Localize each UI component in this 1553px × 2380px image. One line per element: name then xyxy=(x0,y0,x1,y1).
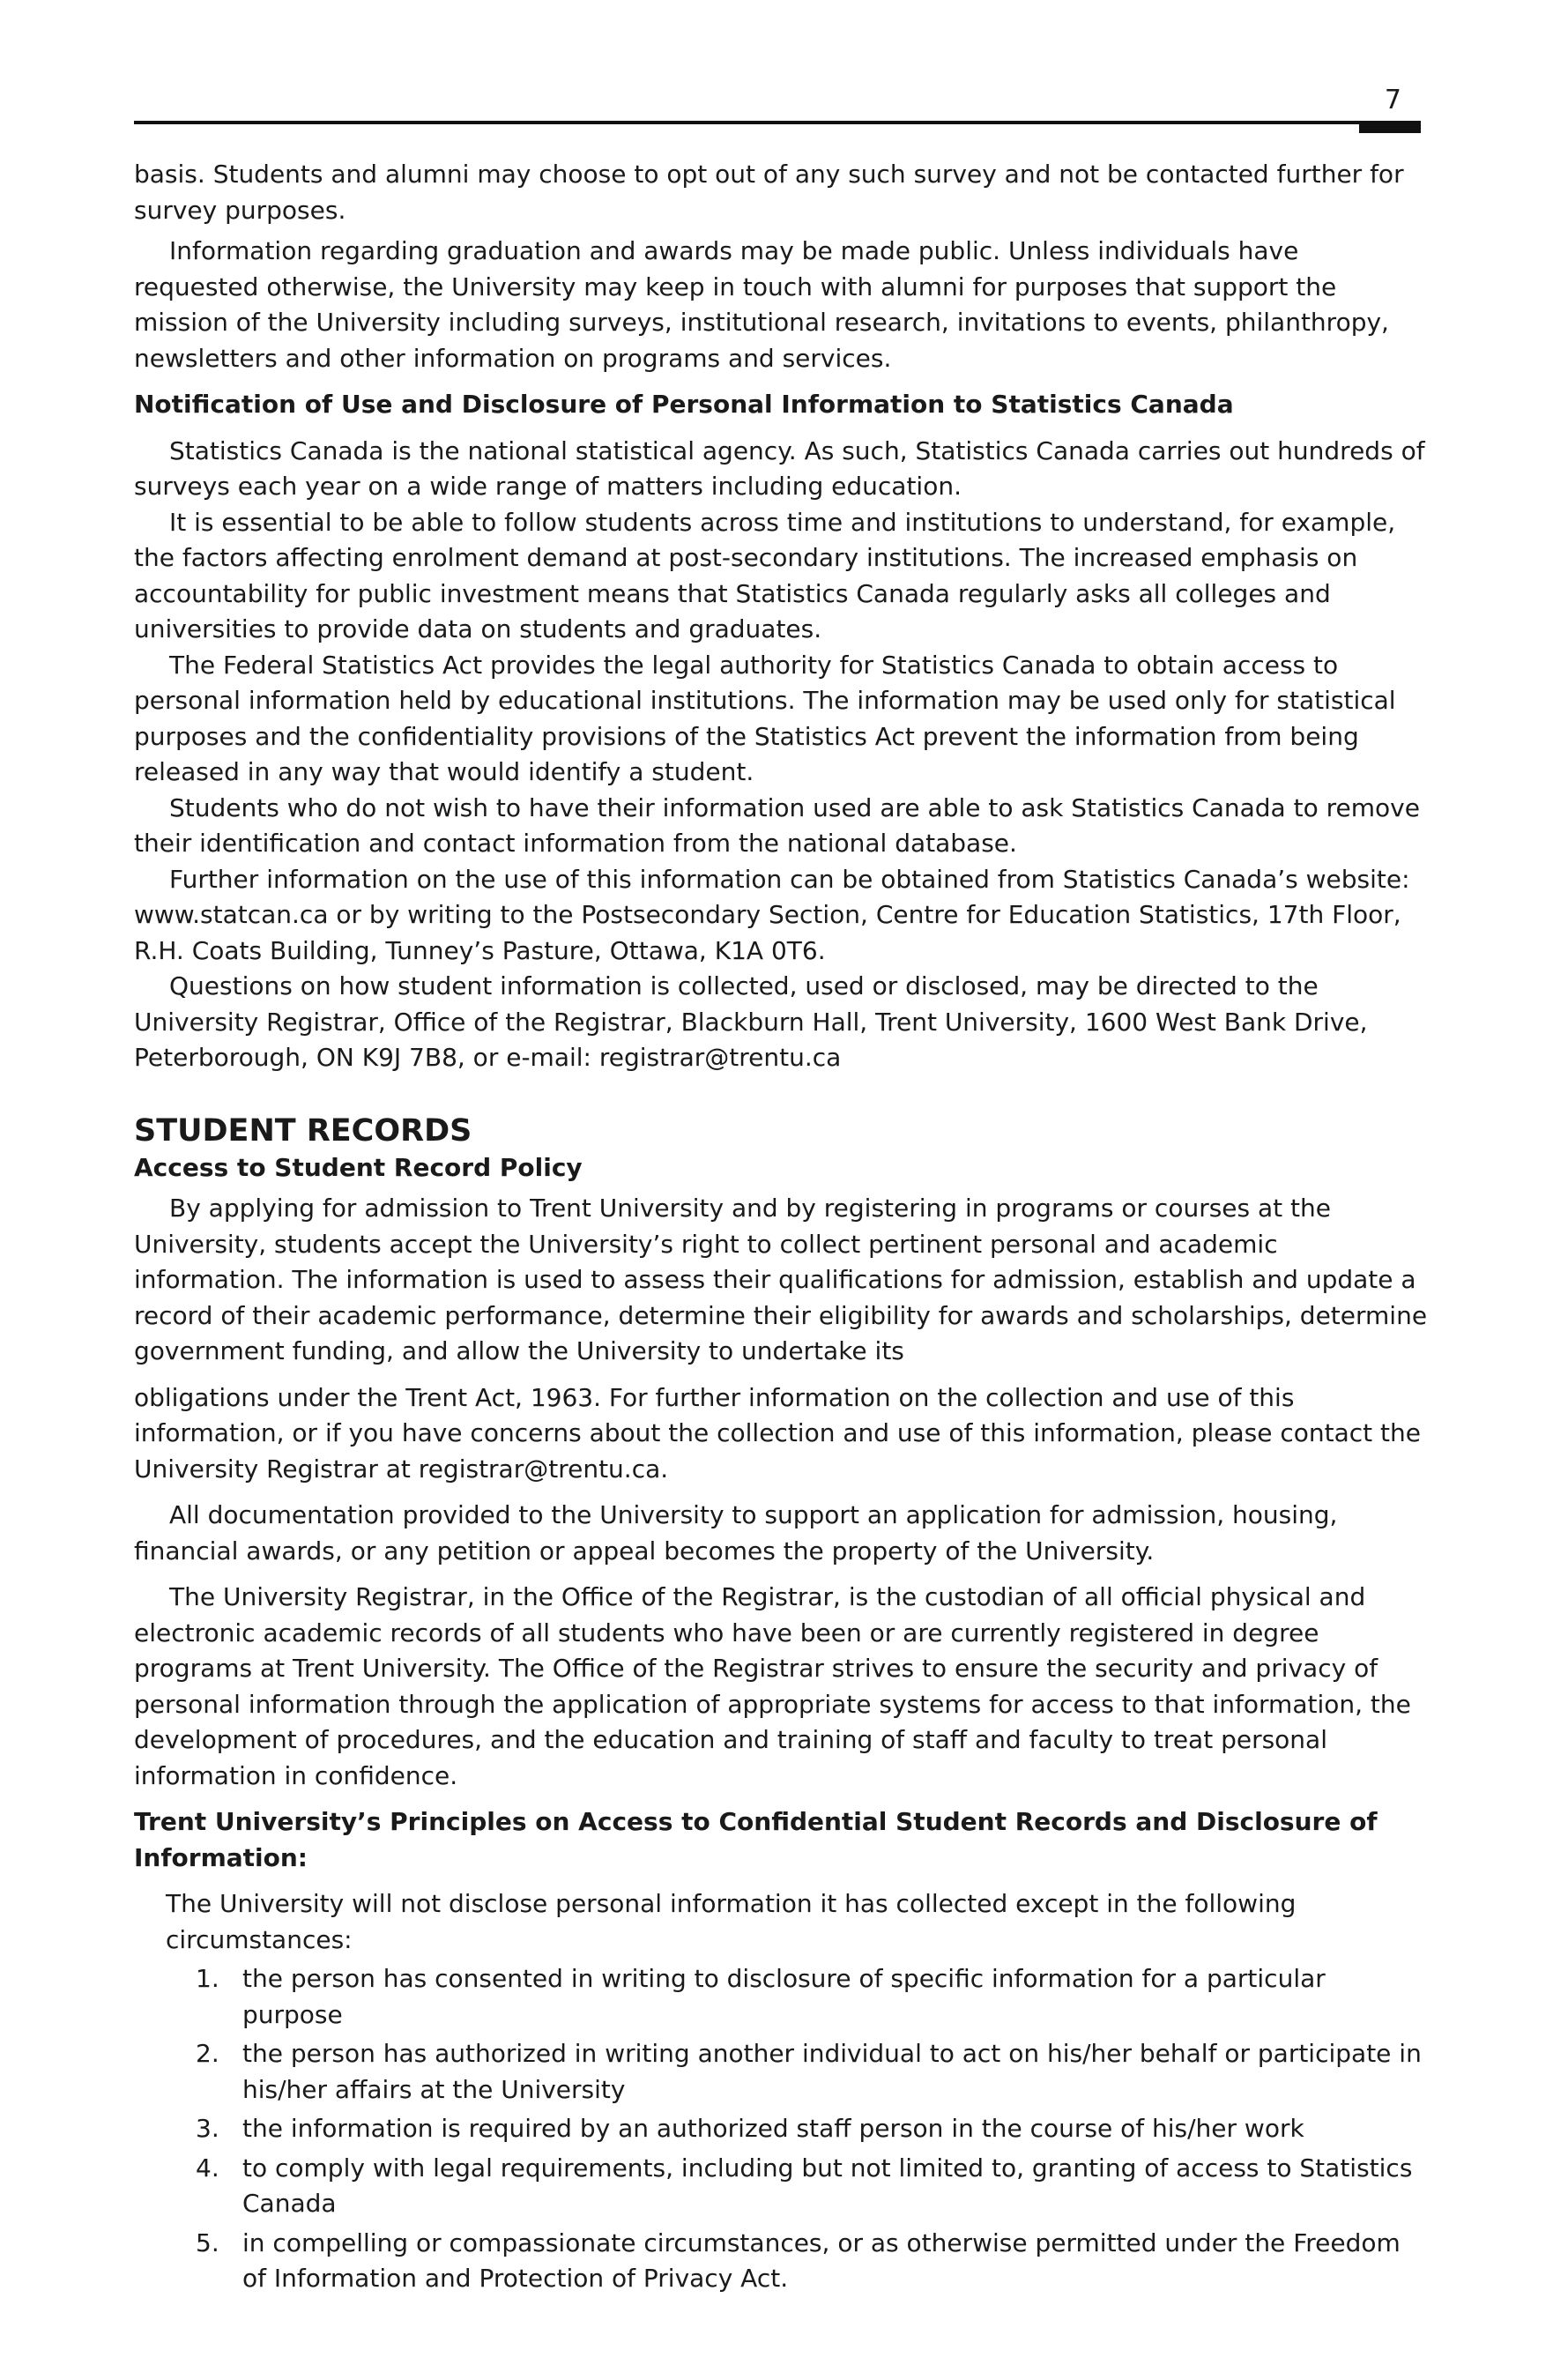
principles-intro xyxy=(134,1886,1430,1958)
list-item xyxy=(134,2226,1430,2297)
statcan-paragraph: Further information on the use of this information can be obtained from Statistics Canada’s website: www.statcan.ca or by writing to the Postsecondary Section, Centre for Education Statistics, 17th Floor, R.H. Coats Building, Tunney’s Pasture, Ottawa, K1A 0T6. xyxy=(134,864,1410,965)
list-item-number: 3. xyxy=(196,2114,219,2143)
list-item-text: the person has consented in writing to disclosure of specific information for a particular purpose xyxy=(242,1964,1326,2029)
page-number: 7 xyxy=(1384,85,1401,115)
list-item-number: 4. xyxy=(196,2153,219,2183)
list-item xyxy=(134,2151,1430,2222)
list-item-text: in compelling or compassionate circumstances, or as otherwise permitted under the Freedom of Information and Protection of Privacy Act. xyxy=(242,2228,1401,2293)
paragraph-applying: By applying for admission to Trent University and by registering in programs or courses at the University, students accept the University’s right to collect pertinent personal and academic information. The information is used to assess their qualifications for admission, establish and update a record of their academic performance, determine their eligibility for awards and scholarships, determine government funding, and allow the University to undertake its xyxy=(134,1194,1428,1365)
list-item-number: 5. xyxy=(196,2228,219,2257)
list-item xyxy=(134,1961,1430,2033)
paragraph-continued: basis. Students and alumni may choose to opt out of any such survey and not be contacted further for survey purposes. xyxy=(134,160,1404,225)
paragraph-documentation: All documentation provided to the University to support an application for admission, housing, financial awards, or any petition or appeal becomes the property of the University. xyxy=(134,1500,1338,1566)
list-item-number: 1. xyxy=(196,1964,219,1993)
list-item-text: the information is required by an authorized staff person in the course of his/her work xyxy=(242,2114,1304,2143)
principles-intro-text: The University will not disclose personal information it has collected except in the following circumstances: xyxy=(166,1889,1297,1954)
student-records-heading: STUDENT RECORDS xyxy=(134,1112,472,1149)
list-item-text: to comply with legal requirements, including but not limited to, granting of access to Statistics Canada xyxy=(242,2153,1413,2218)
statcan-paragraph: The Federal Statistics Act provides the legal authority for Statistics Canada to obtain access to personal information held by educational institutions. The information may be used only for statistical purposes and the confidentiality provisions of the Statistics Act prevent the information from being released in any way that would identify a student. xyxy=(134,650,1396,786)
statcan-paragraph: Statistics Canada is the national statistical agency. As such, Statistics Canada carries out hundreds of surveys each year on a wide range of matters including education. xyxy=(134,435,1425,501)
list-item-text: the person has authorized in writing another individual to act on his/her behalf or participate in his/her affairs at the University xyxy=(242,2039,1422,2104)
access-policy-heading: Access to Student Record Policy xyxy=(134,1152,583,1182)
list-item xyxy=(134,2036,1430,2108)
paragraph-graduation: Information regarding graduation and awards may be made public. Unless individuals have requested otherwise, the University may keep in touch with alumni for purposes that support the mission of the University including surveys, institutional research, invitations to events, philanthropy, newsletters and other information on programs and services. xyxy=(134,236,1389,373)
statcan-paragraph: It is essential to be able to follow students across time and institutions to understand, for example, the factors affecting enrolment demand at post-secondary institutions. The increased emphasis on accountability for public investment means that Statistics Canada regularly asks all colleges and universities to provide data on students and graduates. xyxy=(134,507,1396,643)
paragraph-registrar: The University Registrar, in the Office of the Registrar, is the custodian of all official physical and electronic academic records of all students who have been or are currently registered in degree programs at Trent University. The Office of the Registrar strives to ensure the security and privacy of personal information through the application of appropriate systems for access to that information, the development of procedures, and the education and training of staff and faculty to treat personal information in confidence. xyxy=(134,1582,1411,1790)
principles-list xyxy=(134,1961,1430,2297)
statcan-heading: Notification of Use and Disclosure of Personal Information to Statistics Canada xyxy=(134,390,1234,419)
paragraph-obligations: obligations under the Trent Act, 1963. For further information on the collection and use of this information, or if you have concerns about the collection and use of this information, please contact the University Registrar at registrar@trentu.ca. xyxy=(134,1382,1421,1484)
header-rule xyxy=(134,121,1421,124)
page-content xyxy=(134,157,1430,2297)
list-item-number: 2. xyxy=(196,2039,219,2068)
principles-heading: Trent University’s Principles on Access to Confidential Student Records and Disclosure of Information: xyxy=(134,1807,1378,1872)
list-item xyxy=(134,2111,1430,2147)
statcan-paragraph: Students who do not wish to have their information used are able to ask Statistics Canada to remove their identification and contact information from the national database. xyxy=(134,792,1420,858)
header-rule-tab xyxy=(1359,121,1421,133)
statcan-paragraph: Questions on how student information is collected, used or disclosed, may be directed to the University Registrar, Office of the Registrar, Blackburn Hall, Trent University, 1600 West Bank Drive, Peterborough, ON K9J 7B8, or e-mail: registrar@trentu.ca xyxy=(134,971,1368,1072)
